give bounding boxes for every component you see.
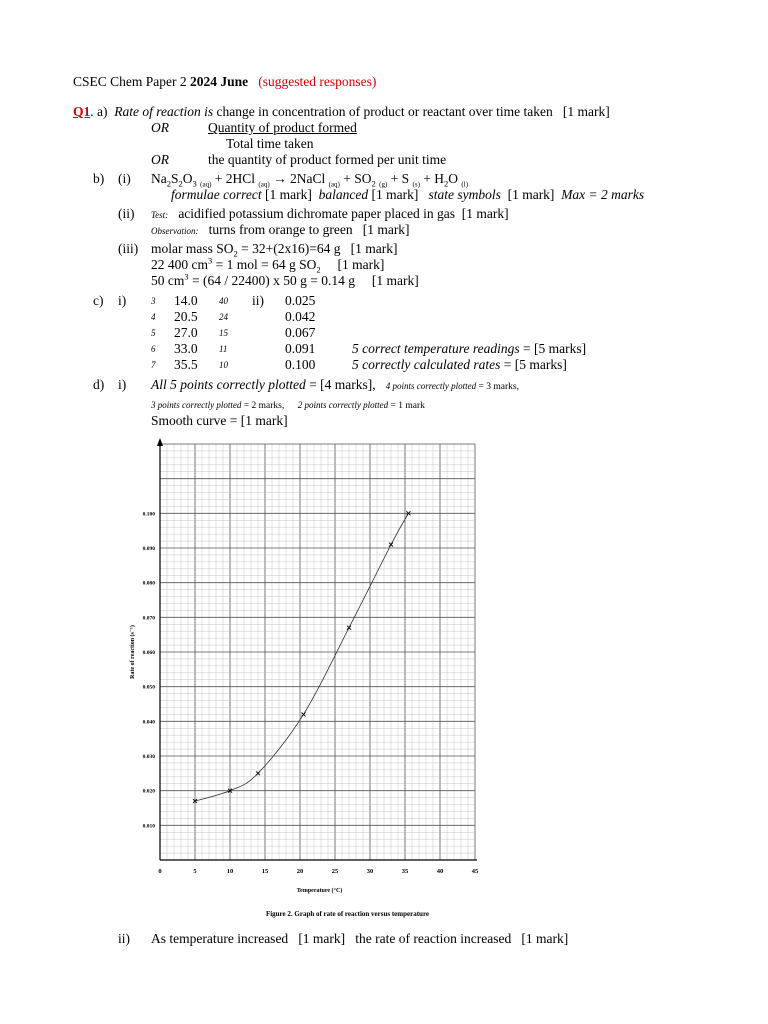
calculated-rate: 0.067 xyxy=(285,325,316,340)
calc-line-2: 22 400 $cm^3 = 1$ mol = 64 g $SO_2$ [1 mark] xyxy=(151,255,385,275)
calc-line-1: molar mass $SO_2 = 32+(2x16)=64$ g [1 mark] xyxy=(151,241,398,259)
test-line: Test: acidified potassium dichromate paper placed in gas [1 mark] xyxy=(151,206,509,221)
temperature-reading: 14.0 xyxy=(174,293,198,308)
fraction-denominator: Total time taken xyxy=(226,136,314,151)
or-label: OR xyxy=(151,152,169,167)
definition-text: change in concentration of product or reactant over time taken xyxy=(216,104,553,119)
marking-note: 5 correct temperature readings = [5 marks] xyxy=(352,341,587,356)
part-d-label: d) xyxy=(93,377,105,392)
balanced-equation: $Na_2S_2O_3$ $_{(aq)}$ + 2HCl $_{(aq)}$ → 2NaCl $_{(aq)} + SO_2$ $_{(g)}$ + S $_{(s)} + H_2O$ $_{(l)}$ xyxy=(151,171,469,189)
smooth-curve-marking: Smooth curve = [1 mark] xyxy=(151,413,288,428)
part-a-label: . a) xyxy=(90,104,108,119)
definition-term: Rate of reaction is xyxy=(114,104,214,119)
fraction-numerator: Quantity of product formed xyxy=(208,120,357,135)
header-note: (suggested responses) xyxy=(258,74,377,89)
y-tick-label: 0.050 xyxy=(142,684,155,691)
or-label: OR xyxy=(151,120,169,135)
subpart-label: ii) xyxy=(118,931,130,946)
x-axis-label: Temperature (°C) xyxy=(296,888,343,894)
calculated-rate: 0.042 xyxy=(285,309,316,324)
time-reading: 10 xyxy=(219,360,228,370)
experiment-number: 4 xyxy=(151,312,156,322)
temperature-reading: 20.5 xyxy=(174,309,198,324)
x-tick-label: 0 xyxy=(158,868,162,875)
x-tick-label: 35 xyxy=(401,868,409,875)
x-tick-label: 10 xyxy=(226,868,234,875)
plot-marking-alt: 3 points correctly plotted = 2 marks, 2 points correctly plotted = 1 mark xyxy=(151,400,425,411)
y-tick-label: 0.060 xyxy=(142,650,155,656)
question-number: Q1 xyxy=(73,104,91,119)
x-tick-label: 20 xyxy=(296,868,304,875)
temperature-reading: 33.0 xyxy=(174,341,198,356)
x-tick-label: 15 xyxy=(261,868,269,875)
time-reading: 40 xyxy=(219,296,228,306)
y-tick-label: 0.100 xyxy=(142,511,155,518)
x-tick-label: 45 xyxy=(471,868,479,875)
part-c-label: c) xyxy=(93,293,104,308)
time-reading: 24 xyxy=(219,312,228,322)
y-axis-label: Rate of reaction (s⁻¹) xyxy=(130,625,136,679)
document-header xyxy=(73,74,376,90)
y-axis-arrow xyxy=(157,438,163,446)
header-title: CSEC Chem Paper 2 xyxy=(73,74,190,89)
figure-caption: Figure 2. Graph of rate of reaction versus temperature xyxy=(265,910,430,918)
experiment-number: 3 xyxy=(151,296,156,306)
header-session: 2024 June xyxy=(190,74,249,89)
time-reading: 15 xyxy=(219,328,228,338)
subpart-label: (iii) xyxy=(118,241,139,256)
q1-a-definition xyxy=(73,104,610,120)
x-tick-label: 30 xyxy=(366,868,374,875)
y-tick-label: 0.090 xyxy=(142,546,155,552)
subpart-label: i) xyxy=(118,377,127,392)
y-tick-label: 0.040 xyxy=(142,719,155,726)
x-tick-label: 5 xyxy=(193,868,197,875)
subpart-label: (i) xyxy=(118,171,131,186)
x-tick-label: 25 xyxy=(331,868,339,875)
subpart-label: (ii) xyxy=(118,206,135,221)
calc-line-3: 50 $cm^3 = (64 / 22400)$ x 50 g = 0.14 g [1 mark] xyxy=(151,271,419,288)
calculated-rate: 0.100 xyxy=(285,357,316,372)
observation-line: Observation: turns from orange to green [1 mark] xyxy=(151,222,410,237)
marking-scheme-b-i: formulae correct [1 mark] balanced [1 mark] state symbols [1 mark] Max = 2 marks xyxy=(171,187,645,202)
subpart-label: ii) xyxy=(252,293,264,308)
subpart-label: i) xyxy=(118,293,127,308)
time-reading: 11 xyxy=(219,344,228,354)
temperature-reading: 27.0 xyxy=(174,325,198,340)
part-b-label: b) xyxy=(93,171,105,186)
experiment-number: 5 xyxy=(151,328,156,338)
alternative-definition: the quantity of product formed per unit time xyxy=(208,152,447,167)
y-tick-label: 0.020 xyxy=(142,788,155,795)
y-tick-label: 0.080 xyxy=(142,580,155,587)
temperature-reading: 35.5 xyxy=(174,357,198,372)
y-tick-label: 0.010 xyxy=(142,823,155,830)
y-tick-label: 0.070 xyxy=(142,615,155,622)
plot-marking-main: All 5 points correctly plotted = [4 marks], 4 points correctly plotted = 3 marks, xyxy=(151,377,519,392)
y-tick-label: 0.030 xyxy=(142,754,155,760)
experiment-number: 6 xyxy=(151,344,156,354)
calculated-rate: 0.091 xyxy=(285,341,316,356)
mark: [1 mark] xyxy=(562,104,610,119)
rate-vs-temperature-graph xyxy=(118,432,508,922)
smooth-curve xyxy=(195,513,409,801)
marking-note: 5 correctly calculated rates = [5 marks] xyxy=(352,357,567,372)
experiment-number: 7 xyxy=(151,360,156,370)
conclusion-line: As temperature increased [1 mark] the rate of reaction increased [1 mark] xyxy=(151,931,569,946)
x-tick-label: 40 xyxy=(436,868,444,875)
calculated-rate: 0.025 xyxy=(285,293,316,308)
